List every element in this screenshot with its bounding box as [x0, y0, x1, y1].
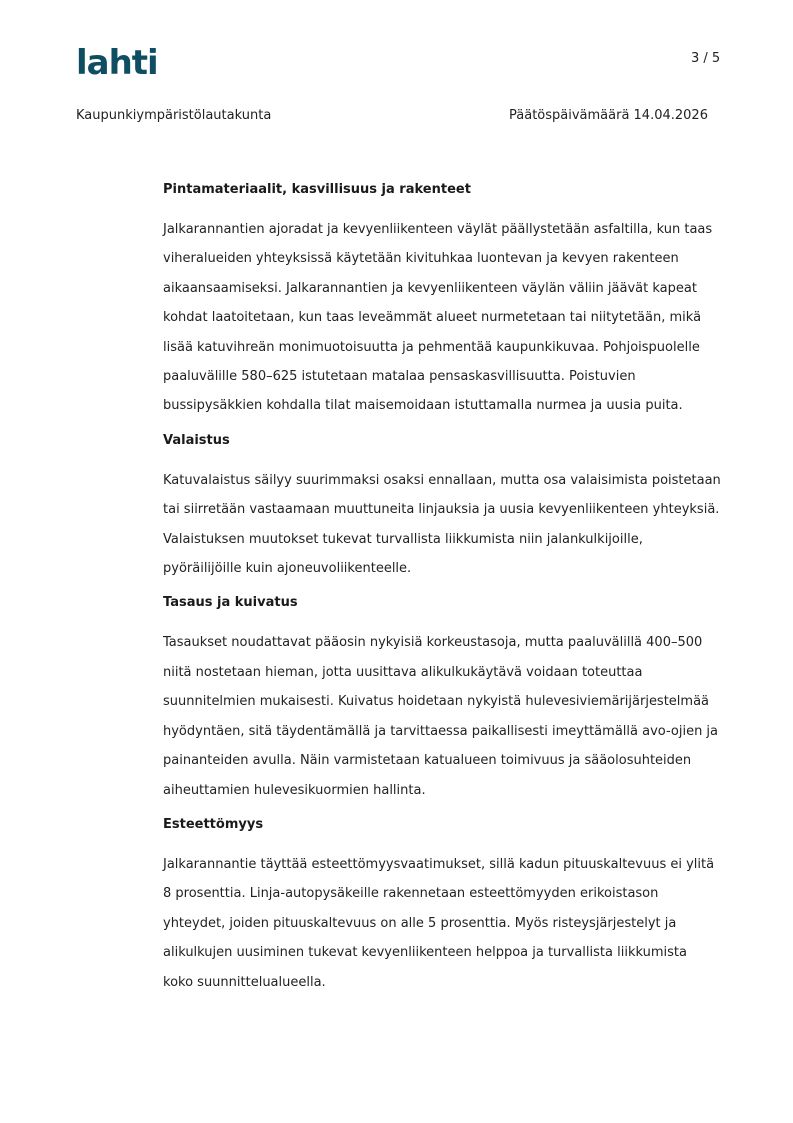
- decision-date: Päätöspäivämäärä 14.04.2026: [509, 108, 708, 123]
- section-heading-surface-materials: Pintamateriaalit, kasvillisuus ja rakenteet: [163, 182, 471, 197]
- organization-name: Kaupunkiympäristölautakunta: [76, 108, 272, 123]
- page-number: 3 / 5: [691, 51, 721, 66]
- section-text-accessibility: Jalkarannantie täyttää esteettömyysvaatimukset, sillä kadun pituuskaltevuus ei ylitä 8 prosenttia. Linja-autopysäkeille rakennetaan esteettömyyden erikoistason yhteydet, joiden pituuskaltevuus on alle 5 prosenttia. Myös risteysjärjestelyt ja alikulkujen uusiminen tukevat kevyenliikenteen helppoa ja turvallista liikkumista koko suunnittelualueella.: [163, 856, 715, 990]
- section-text-surface-materials: Jalkarannantien ajoradat ja kevyenliikenteen väylät päällystetään asfaltilla, kun taas viheralueiden yhteyksissä käytetään kivituhkaa luontevan ja kevyen rakenteen aikaansaamiseksi. Jalkarannantien ja kevyenliikenteen väylän väliin jäävät kapeat kohdat laatoitetaan, kun taas leveämmät alueet nurmetetaan tai niitytetään, mikä lisää katuvihreän monimuotoisuutta ja pehmentää kaupunkikuvaa. Pohjoispuolelle paaluvälille 580–625 istutetaan matalaa pensaskasvillisuutta. Poistuvien bussipysäkkien kohdalla tilat maisemoidaan istuttamalla nurmea ja uusia puita.: [163, 222, 713, 414]
- section-text-grading-drainage: Tasaukset noudattavat pääosin nykyisiä korkeustasoja, mutta paaluvälillä 400–500 niitä nostetaan hieman, jotta uusittava alikulkukäytävä voidaan toteuttaa suunnitelmien mukaisesti. Kuivatus hoidetaan nykyistä hulevesiviemärijärjestelmää hyödyntäen, sitä täydentämällä ja tarvittaessa paikallisesti imeyttämällä avo-ojien ja painanteiden avulla. Näin varmistetaan katualueen toimivuus ja sääolosuhteiden aiheuttamien hulevesikuormien hallinta.: [163, 635, 719, 798]
- lahti-logo: lahti: [76, 43, 158, 83]
- section-heading-grading-drainage: Tasaus ja kuivatus: [163, 595, 298, 611]
- document-body: [163, 180, 721, 997]
- section-heading-accessibility: Esteettömyys: [163, 816, 264, 832]
- section-text-lighting: Katuvalaistus säilyy suurimmaksi osaksi ennallaan, mutta osa valaisimista poistetaan tai siirretään vastaamaan muuttuneita linjauksia ja uusia kevyenliikenteen yhteyksiä. Valaistuksen muutokset tukevat turvallista liikkumista niin jalankulkijoille, pyöräilijöille kuin ajoneuvoliikenteelle.: [163, 472, 721, 577]
- section-heading-lighting: Valaistus: [163, 432, 230, 448]
